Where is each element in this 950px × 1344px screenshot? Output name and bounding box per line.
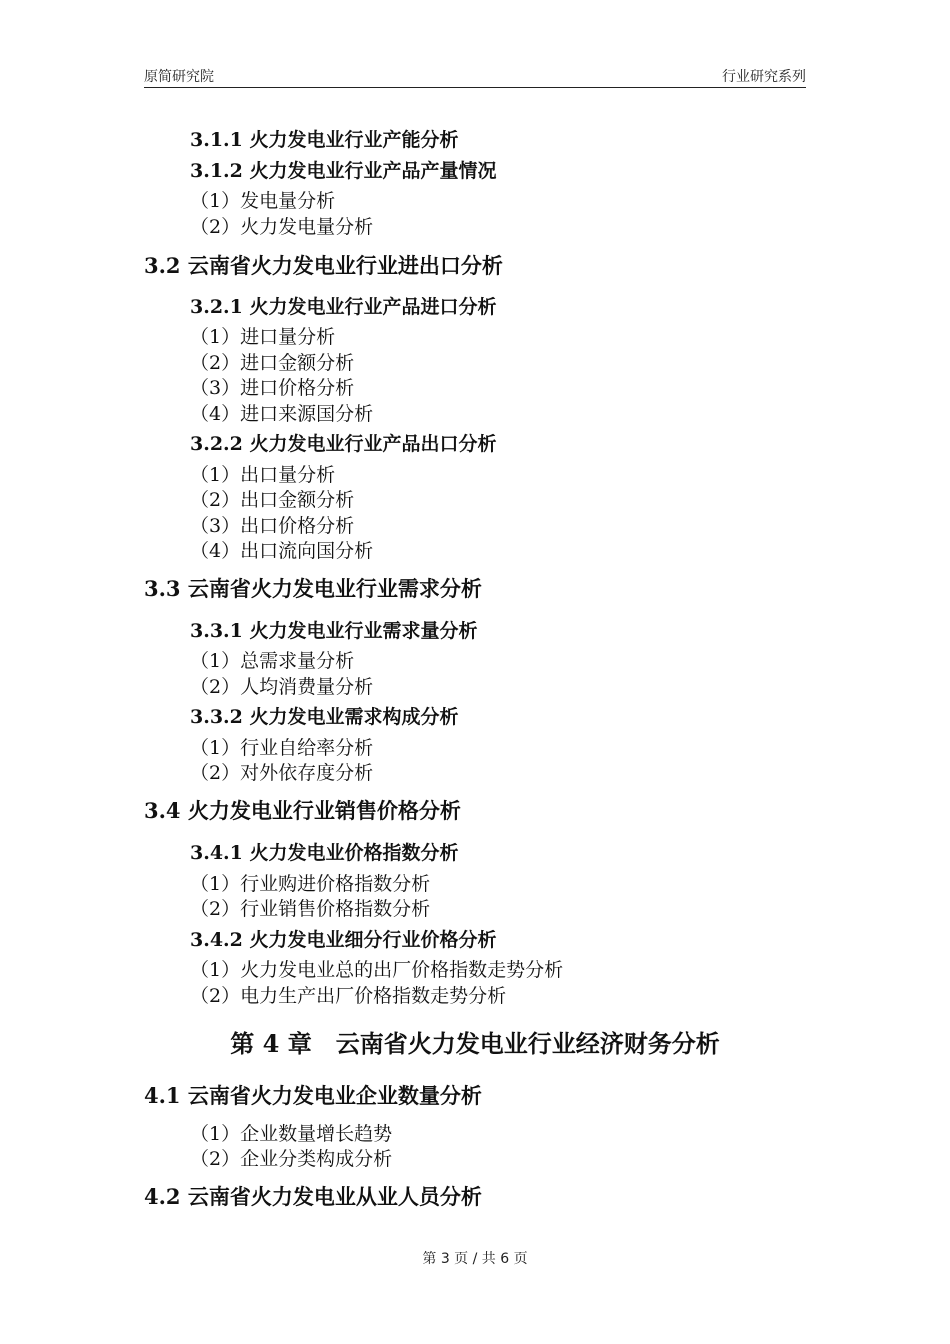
toc-item: （1）发电量分析 — [190, 190, 336, 212]
toc-section-3-1-1: 3.1.1 火力发电业行业产能分析 — [190, 129, 459, 151]
toc-item: （1）总需求量分析 — [190, 650, 355, 672]
toc-item: （1）行业购进价格指数分析 — [190, 873, 431, 895]
toc-item: （1）进口量分析 — [190, 326, 336, 348]
toc-item: （3）出口价格分析 — [190, 515, 355, 537]
toc-section-3-4-1: 3.4.1 火力发电业价格指数分析 — [190, 842, 459, 864]
toc-section-3-2: 3.2 云南省火力发电业行业进出口分析 — [144, 253, 503, 278]
toc-item: （3）进口价格分析 — [190, 377, 355, 399]
toc-item: （1）出口量分析 — [190, 464, 336, 486]
toc-section-4-2: 4.2 云南省火力发电业从业人员分析 — [144, 1184, 482, 1209]
toc-section-3-3-2: 3.3.2 火力发电业需求构成分析 — [190, 706, 459, 728]
toc-section-3-4-2: 3.4.2 火力发电业细分行业价格分析 — [190, 929, 497, 951]
toc-chapter-4: 第 4 章 云南省火力发电业行业经济财务分析 — [230, 1029, 720, 1058]
toc-item: （1）行业自给率分析 — [190, 737, 374, 759]
toc-section-4-1: 4.1 云南省火力发电业企业数量分析 — [144, 1083, 482, 1108]
toc-item: （4）出口流向国分析 — [190, 540, 374, 562]
toc-item: （2）对外依存度分析 — [190, 762, 374, 784]
toc-section-3-2-1: 3.2.1 火力发电业行业产品进口分析 — [190, 296, 497, 318]
toc-item: （2）出口金额分析 — [190, 489, 355, 511]
toc-section-3-1-2: 3.1.2 火力发电业行业产品产量情况 — [190, 160, 497, 182]
toc-item: （2）火力发电量分析 — [190, 216, 374, 238]
toc-item: （2）进口金额分析 — [190, 352, 355, 374]
toc-section-3-4: 3.4 火力发电业行业销售价格分析 — [144, 798, 461, 823]
toc-item: （2）电力生产出厂价格指数走势分析 — [190, 985, 507, 1007]
header-org-name: 原简研究院 — [144, 69, 214, 85]
toc-item: （1）火力发电业总的出厂价格指数走势分析 — [190, 959, 564, 981]
toc-section-3-3-1: 3.3.1 火力发电业行业需求量分析 — [190, 620, 478, 642]
toc-item: （2）企业分类构成分析 — [190, 1148, 393, 1170]
toc-item: （2）行业销售价格指数分析 — [190, 898, 431, 920]
toc-section-3-2-2: 3.2.2 火力发电业行业产品出口分析 — [190, 433, 497, 455]
page-number: 第 3 页 / 共 6 页 — [422, 1251, 528, 1267]
toc-section-3-3: 3.3 云南省火力发电业行业需求分析 — [144, 576, 482, 601]
header-series-name: 行业研究系列 — [722, 69, 806, 85]
toc-item: （2）人均消费量分析 — [190, 676, 374, 698]
toc-item: （1）企业数量增长趋势 — [190, 1123, 393, 1145]
toc-item: （4）进口来源国分析 — [190, 403, 374, 425]
